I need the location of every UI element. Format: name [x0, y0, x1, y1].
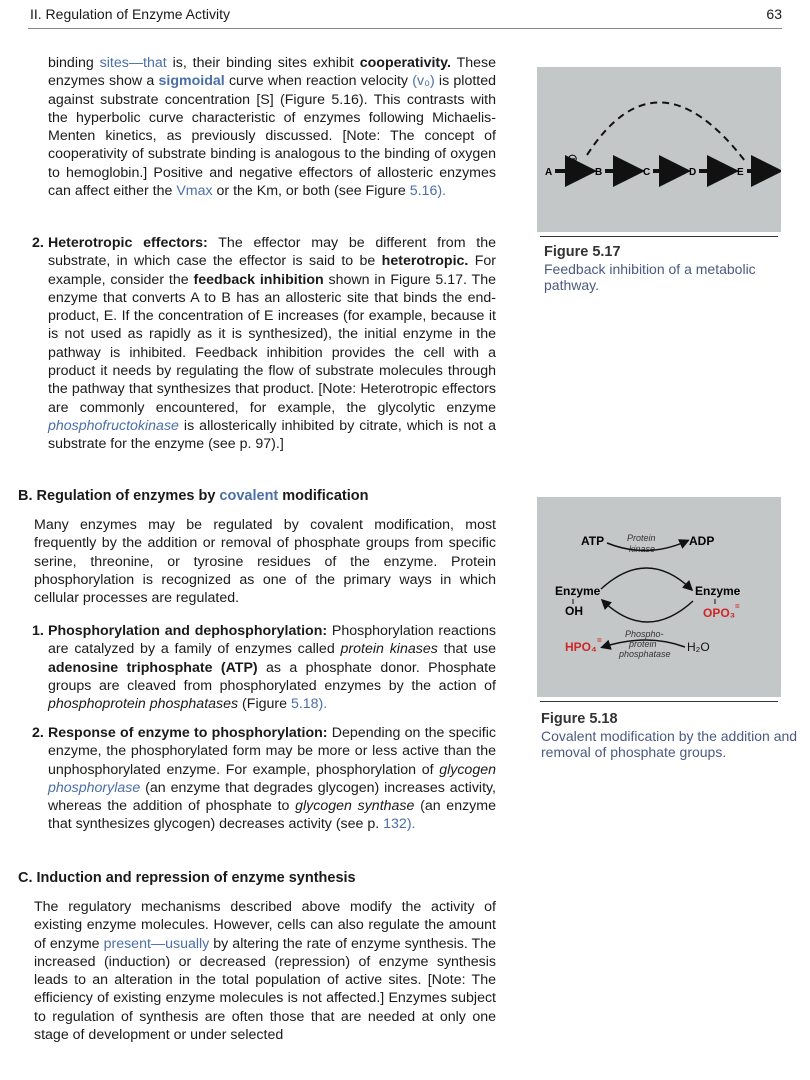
header-rule: [28, 28, 782, 29]
opo3-charge: =: [735, 602, 740, 611]
item-number: 2.: [32, 235, 44, 251]
figure-5-17-label: Figure 5.17: [544, 244, 621, 260]
covalent-modification-diagram: [537, 497, 781, 697]
opo3-label: OPO₃: [703, 606, 736, 620]
item-phosphorylation: 1. Phosphorylation and dephosphorylation: Phosphorylation reactions are catalyzed by a family of enzymes called protein kinases that use adenosine triphosphate (ATP) as a phosphate donor. Phosphate groups are cleaved from phosphorylated enzymes by the action of phosphoprotein phosphatases (Figure 5.18).: [32, 623, 496, 713]
paragraph-cooperativity: binding sites—that is, their binding sites exhibit cooperativity. These enzymes show a sigmoidal curve when reaction velocity (v₀) is plotted against substrate concentration [S] (Figure 5.16). This contrasts with the hyperbolic curve characteristic of enzymes following Michaelis-Menten kinetics, as previously discussed. [Note: The concept of cooperativity of substrate binding is analogous to the binding of oxygen to hemoglobin.] Positive and negative effectors of allosteric enzymes can affect either the Vmax or the Km, or both (see Figure 5.16).: [48, 55, 497, 200]
node-e: E: [737, 167, 744, 178]
feedback-inhibition-diagram: [537, 67, 781, 232]
forward-arrow: [601, 568, 691, 589]
phosphatase-label-2: protein: [629, 639, 657, 649]
section-c-heading: C. Induction and repression of enzyme synthesis: [18, 870, 356, 886]
kinase-label-2: kinase: [629, 544, 656, 554]
adp-label: ADP: [689, 534, 715, 548]
phosphatase-label-3: phosphatase: [619, 649, 671, 659]
page-header: [30, 6, 782, 26]
node-a: A: [545, 167, 553, 178]
figure-5-17-caption: Figure 5.17 Feedback inhibition of a metabolic pathway.: [544, 244, 784, 293]
hpo4-charge: =: [597, 636, 602, 645]
oh-label: OH: [565, 604, 583, 618]
running-title: II. Regulation of Enzyme Activity: [30, 6, 230, 22]
atp-label: ATP: [581, 534, 605, 548]
item-heterotropic-effectors: 2. Heterotropic effectors: The effector may be different from the substrate, in which case the effector is said to be heterotropic. For example, consider the feedback inhibition shown in Figure 5.17. The enzyme that converts A to B has an allosteric site that binds the end-product, E. If the concentration of E increases (for example, because it is not used as rapidly as it is synthesized), the initial enzyme in the pathway is inhibited. Feedback inhibition provides the cell with a product it needs by regulating the flow of substrate molecules through the pathway that synthesizes that product. [Note: Heterotropic effectors are commonly encountered, for example, the glycolytic enzyme phosphofructokinase is allosterically inhibited by citrate, which is not a substrate for the enzyme (see p. 97).]: [32, 235, 496, 453]
reverse-arrow: [603, 601, 693, 622]
section-c-body: The regulatory mechanisms described above modify the activity of existing enzyme molecules. However, cells can also regulate the amount of enzyme present—usually by altering the rate of enzyme synthesis. The increased (induction) or decreased (repression) of enzyme synthesis leads to an alteration in the total population of active sites. [Note: The efficiency of existing enzyme molecules is not affected.] Enzymes subject to regulation of synthesis are often those that are needed at only one stage of development or under selected: [34, 899, 496, 1044]
inhibition-symbol: ⊖: [567, 151, 578, 166]
section-b-intro: Many enzymes may be regulated by covalent modification, most frequently by the addition or removal of phosphate groups from specific serine, threonine, or tyrosine residues of the enzyme. Protein phosphorylation is recognized as one of the primary ways in which cellular processes are regulated.: [34, 517, 496, 607]
figure-5-17-panel: [537, 67, 781, 232]
enzyme-right-label: Enzyme: [695, 584, 741, 598]
phosphatase-label-1: Phospho-: [625, 629, 664, 639]
page-number: 63: [766, 6, 782, 22]
item-number: 2.: [32, 725, 44, 741]
node-c: C: [643, 167, 651, 178]
figure-5-17-rule: [540, 236, 778, 237]
item-response-to-phosphorylation: 2. Response of enzyme to phosphorylation: Depending on the specific enzyme, the phosphorylated form may be more or less active than the unphosphorylated enzyme. For example, phosphorylation of glycogen phosphorylase (an enzyme that degrades glycogen) increases activity, whereas the addition of phosphate to glycogen synthase (an enzyme that synthesizes glycogen) decreases activity (see p. 132).: [32, 725, 496, 833]
feedback-dashed-arc: [587, 102, 745, 161]
h2o-label: H₂O: [687, 640, 710, 654]
node-b: B: [595, 167, 603, 178]
section-b-heading: B. Regulation of enzymes by covalent modification: [18, 488, 369, 504]
figure-5-18-rule: [540, 701, 778, 702]
item-number: 1.: [32, 623, 44, 639]
kinase-label-1: Protein: [627, 533, 656, 543]
figure-5-18-label: Figure 5.18: [541, 711, 618, 727]
figure-5-18-caption: Figure 5.18 Covalent modification by the addition and removal of phosphate groups.: [541, 711, 798, 760]
node-d: D: [689, 167, 697, 178]
figure-5-18-panel: [537, 497, 781, 697]
enzyme-left-label: Enzyme: [555, 584, 601, 598]
hpo4-label: HPO₄: [565, 640, 597, 654]
